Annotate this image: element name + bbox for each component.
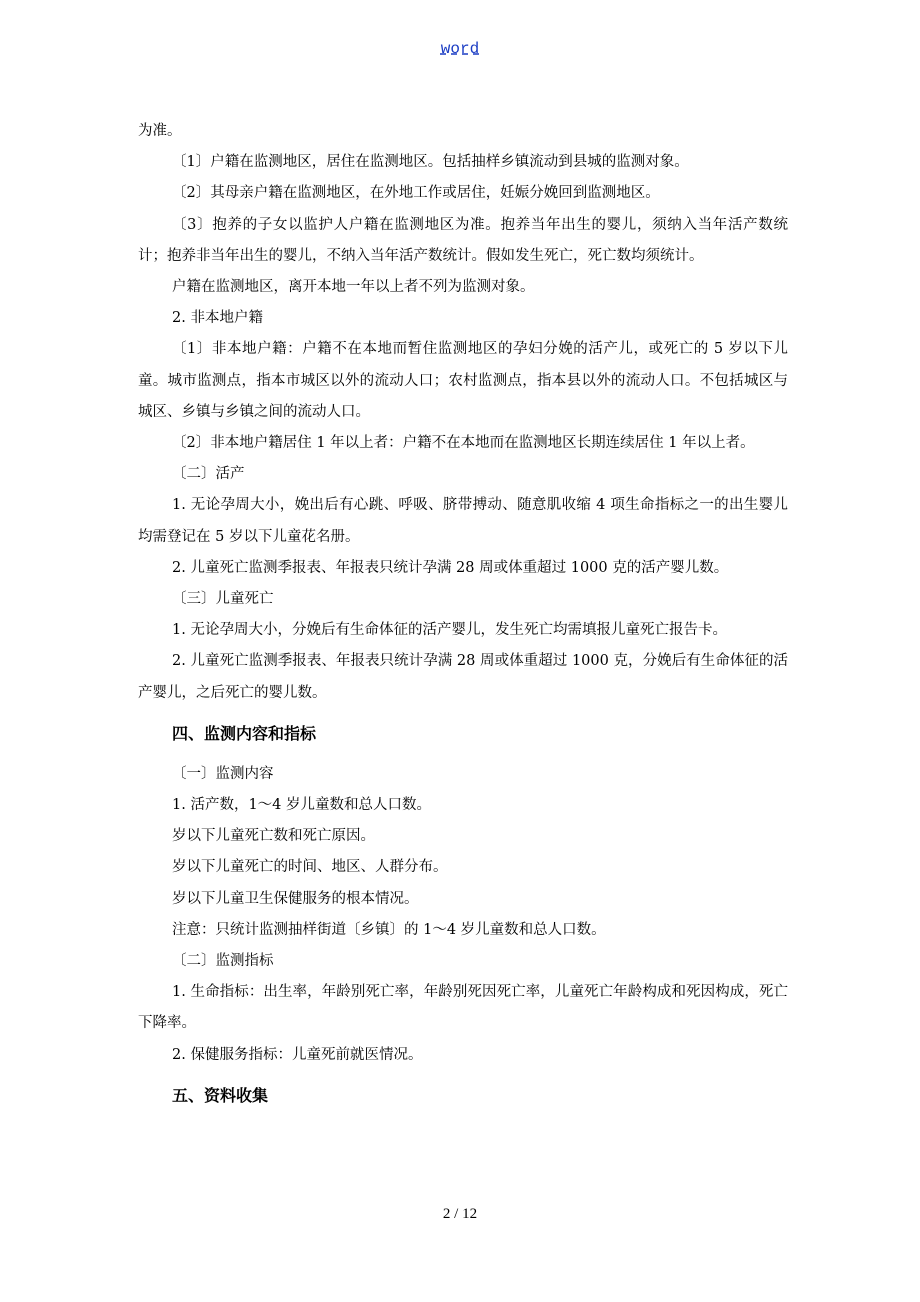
section-heading: 四、监测内容和指标 (172, 723, 317, 743)
note: 注意：只统计监测抽样街道〔乡镇〕的 1～4 岁儿童数和总人口数。 (172, 921, 606, 938)
paragraph: 〔1〕非本地户籍：户籍不在本地而暂住监测地区的孕妇分娩的活产儿，或死亡的 5 岁以下儿童。城市监测点，指本市城区以外的流动人口；农村监测点，指本县以外的流动人口。不包括城区与城区、乡镇与乡镇之间的流动人口。 (138, 341, 788, 420)
document-body (138, 116, 788, 1121)
page-number: 2 / 12 (442, 1206, 478, 1222)
header-link[interactable]: word (440, 40, 480, 58)
paragraph: 1. 无论孕周大小，分娩后有生命体征的活产婴儿，发生死亡均需填报儿童死亡报告卡。 (172, 622, 727, 639)
paragraph: 1. 无论孕周大小，娩出后有心跳、呼吸、脐带搏动、随意肌收缩 4 项生命指标之一的出生婴儿均需登记在 5 岁以下儿童花名册。 (138, 497, 788, 545)
paragraph: 〔2〕其母亲户籍在监测地区，在外地工作或居住，妊娠分娩回到监测地区。 (172, 185, 660, 202)
list-item: 1. 生命指标：出生率，年龄别死亡率，年龄别死因死亡率，儿童死亡年龄构成和死因构成，死亡下降率。 (138, 984, 788, 1032)
paragraph: 2. 儿童死亡监测季报表、年报表只统计孕满 28 周或体重超过 1000 克的活产婴儿数。 (172, 559, 729, 576)
list-item: 1. 活产数，1～4 岁儿童数和总人口数。 (172, 797, 432, 814)
list-item: 岁以下儿童死亡数和死亡原因。 (172, 828, 375, 845)
paragraph: 户籍在监测地区，离开本地一年以上者不列为监测对象。 (172, 279, 535, 296)
list-item: 岁以下儿童死亡的时间、地区、人群分布。 (172, 859, 448, 876)
paragraph: 2. 非本地户籍 (172, 310, 263, 327)
paragraph: 为准。 (138, 123, 182, 139)
paragraph: 〔2〕非本地户籍居住 1 年以上者：户籍不在本地而在监测地区长期连续居住 1 年以上者。 (172, 435, 755, 452)
list-item: 2. 保健服务指标：儿童死前就医情况。 (172, 1046, 423, 1063)
page-header (0, 40, 920, 58)
paragraph: 2. 儿童死亡监测季报表、年报表只统计孕满 28 周或体重超过 1000 克，分娩后有生命体征的活产婴儿，之后死亡的婴儿数。 (138, 653, 788, 701)
subsection-title: 〔二〕活产 (172, 466, 245, 483)
subsection-title: 〔二〕监测指标 (172, 953, 274, 970)
paragraph: 〔3〕抱养的子女以监护人户籍在监测地区为准。抱养当年出生的婴儿，须纳入当年活产数统计；抱养非当年出生的婴儿，不纳入当年活产数统计。假如发生死亡，死亡数均须统计。 (138, 216, 788, 264)
subsection-title: 〔一〕监测内容 (172, 765, 274, 782)
paragraph: 〔1〕户籍在监测地区，居住在监测地区。包括抽样乡镇流动到县城的监测对象。 (172, 154, 689, 171)
subsection-title: 〔三〕儿童死亡 (172, 591, 274, 608)
section-heading: 五、资料收集 (172, 1085, 269, 1105)
list-item: 岁以下儿童卫生保健服务的根本情况。 (172, 890, 419, 907)
